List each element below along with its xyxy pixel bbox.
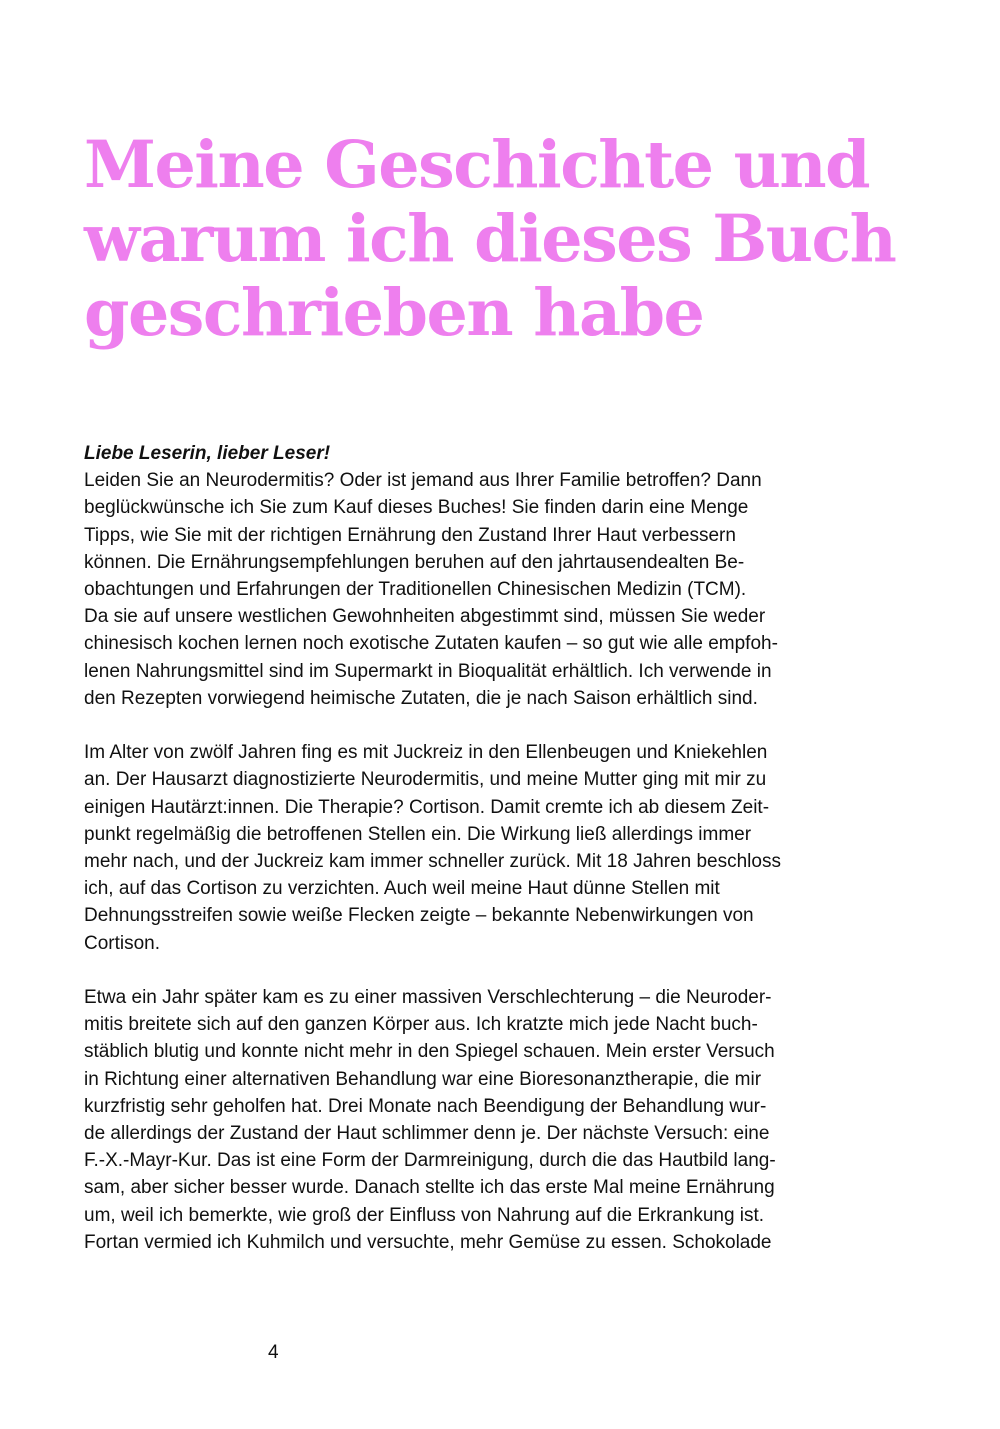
text-line: Im Alter von zwölf Jahren fing es mit Juckreiz in den Ellenbeugen und Kniekehlen xyxy=(84,742,768,764)
chapter-title-line: geschrieben habe xyxy=(84,275,704,351)
text-line: mehr nach, und der Juckreiz kam immer schneller zurück. Mit 18 Jahren beschloss xyxy=(84,851,781,873)
text-line: kurzfristig sehr geholfen hat. Drei Monate nach Beendigung der Behandlung wur- xyxy=(84,1095,767,1117)
text-line: ich, auf das Cortison zu verzichten. Auch weil meine Haut dünne Stellen mit xyxy=(84,878,720,900)
text-line: chinesisch kochen lernen noch exotische Zutaten kaufen – so gut wie alle empfoh- xyxy=(84,633,778,655)
paragraph-spacer xyxy=(84,957,844,984)
text-line: mitis breitete sich auf den ganzen Körper aus. Ich kratzte mich jede Nacht buch- xyxy=(84,1014,758,1036)
paragraph-childhood xyxy=(84,739,844,957)
text-line: sam, aber sicher besser wurde. Danach stellte ich das erste Mal meine Ernährung xyxy=(84,1177,775,1199)
text-line: können. Die Ernährungsempfehlungen beruhen auf den jahrtausendealten Be- xyxy=(84,551,745,573)
text-line: obachtungen und Erfahrungen der Traditionellen Chinesischen Medizin (TCM). xyxy=(84,579,747,601)
text-line: lenen Nahrungsmittel sind im Supermarkt in Bioqualität erhältlich. Ich verwende in xyxy=(84,660,772,682)
text-line: Fortan vermied ich Kuhmilch und versuchte, mehr Gemüse zu essen. Schokolade xyxy=(84,1231,772,1253)
text-line: beglückwünsche ich Sie zum Kauf dieses Buches! Sie finden darin eine Menge xyxy=(84,497,749,519)
text-line: Etwa ein Jahr später kam es zu einer massiven Verschlechterung – die Neuroder- xyxy=(84,987,772,1009)
text-line: stäblich blutig und konnte nicht mehr in den Spiegel schauen. Mein erster Versuch xyxy=(84,1041,775,1063)
text-line: Tipps, wie Sie mit der richtigen Ernährung den Zustand Ihrer Haut verbessern xyxy=(84,524,736,546)
text-line: an. Der Hausarzt diagnostizierte Neurodermitis, und meine Mutter ging mit mir zu xyxy=(84,769,767,791)
chapter-title-line: Meine Geschichte und xyxy=(84,127,870,203)
paragraph-treatment xyxy=(84,984,844,1256)
text-line: F.-X.-Mayr-Kur. Das ist eine Form der Darmreinigung, durch die das Hautbild lang- xyxy=(84,1150,776,1172)
page-number: 4 xyxy=(268,1342,279,1363)
chapter-title xyxy=(84,128,964,350)
text-line: Dehnungsstreifen sowie weiße Flecken zeigte – bekannte Nebenwirkungen von xyxy=(84,905,754,927)
text-line: einigen Hautärzt:innen. Die Therapie? Cortison. Damit cremte ich ab diesem Zeit- xyxy=(84,796,770,818)
text-line: um, weil ich bemerkte, wie groß der Einfluss von Nahrung auf die Erkrankung ist. xyxy=(84,1204,765,1226)
body-text xyxy=(84,440,844,1256)
paragraph-intro xyxy=(84,467,844,712)
text-line: de allerdings der Zustand der Haut schlimmer denn je. Der nächste Versuch: eine xyxy=(84,1123,770,1145)
chapter-title-line: warum ich dieses Buch xyxy=(84,201,896,277)
text-line: Cortison. xyxy=(84,932,161,954)
text-line: in Richtung einer alternativen Behandlung war eine Bioresonanztherapie, die mir xyxy=(84,1068,762,1090)
text-line: Leiden Sie an Neurodermitis? Oder ist jemand aus Ihrer Familie betroffen? Dann xyxy=(84,470,762,492)
greeting: Liebe Leserin, lieber Leser! xyxy=(84,443,331,464)
paragraph-spacer xyxy=(84,712,844,739)
text-line: den Rezepten vorwiegend heimische Zutaten, die je nach Saison erhältlich sind. xyxy=(84,687,758,709)
text-line: punkt regelmäßig die betroffenen Stellen ein. Die Wirkung ließ allerdings immer xyxy=(84,823,752,845)
text-line: Da sie auf unsere westlichen Gewohnheiten abgestimmt sind, müssen Sie weder xyxy=(84,606,766,628)
